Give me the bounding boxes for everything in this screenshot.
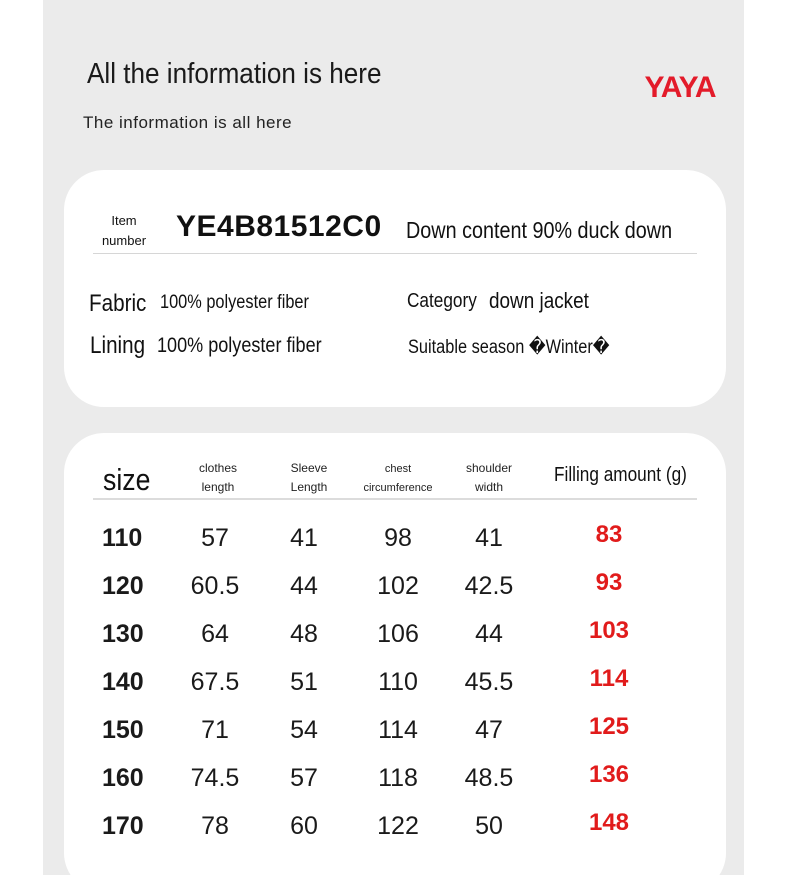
category-label-text: Category bbox=[407, 290, 477, 312]
cell-fill: 125 bbox=[588, 713, 630, 740]
header-sleeve-length bbox=[279, 459, 339, 497]
cell-length: 67.5 bbox=[190, 668, 240, 696]
cell-length: 60.5 bbox=[190, 572, 240, 600]
table-row bbox=[0, 521, 790, 572]
season bbox=[408, 336, 642, 359]
lining-label bbox=[90, 332, 154, 360]
cell-fill: 93 bbox=[595, 569, 623, 596]
cell-size: 110 bbox=[102, 524, 143, 552]
cell-fill: 114 bbox=[589, 665, 629, 692]
table-row bbox=[0, 761, 790, 812]
header-shoulder-line2: width bbox=[474, 480, 503, 494]
cell-size: 120 bbox=[102, 572, 144, 600]
item-number-label: Item number bbox=[101, 213, 147, 248]
cell-size: 130 bbox=[102, 620, 144, 648]
lining-value-text: 100% polyester fiber bbox=[157, 334, 322, 357]
logo-text: YAYA bbox=[644, 71, 716, 104]
header-size-text: size bbox=[103, 462, 151, 497]
header-sleeve-length-line2: Length bbox=[290, 480, 328, 494]
cell-length: 64 bbox=[201, 620, 229, 648]
page-subtitle: The information is all here bbox=[83, 113, 293, 132]
cell-sleeve: 41 bbox=[290, 524, 318, 552]
cell-size: 160 bbox=[102, 764, 144, 792]
table-divider bbox=[93, 498, 697, 500]
header-sleeve-length-line1: Sleeve bbox=[290, 461, 328, 475]
header-clothes-length bbox=[188, 459, 248, 497]
fabric-label-text: Fabric bbox=[89, 290, 147, 317]
cell-length: 57 bbox=[201, 524, 229, 552]
page-title: All the information is here bbox=[87, 58, 382, 90]
fabric-label bbox=[89, 290, 156, 318]
header-filling bbox=[554, 464, 709, 487]
cell-shoulder: 48.5 bbox=[464, 764, 514, 792]
cell-sleeve: 48 bbox=[290, 620, 318, 648]
header-chest bbox=[358, 460, 438, 498]
category-label bbox=[407, 290, 488, 313]
header-chest-line1: chest bbox=[384, 463, 412, 475]
table-row bbox=[0, 713, 790, 764]
cell-sleeve: 44 bbox=[290, 572, 318, 600]
cell-chest: 118 bbox=[378, 764, 418, 792]
cell-sleeve: 51 bbox=[290, 668, 318, 696]
category-value bbox=[489, 288, 605, 314]
cell-sleeve: 54 bbox=[290, 716, 318, 744]
cell-shoulder: 45.5 bbox=[464, 668, 514, 696]
table-row bbox=[0, 617, 790, 668]
header-clothes-length-line2: length bbox=[201, 480, 235, 494]
info-divider bbox=[93, 253, 697, 254]
cell-chest: 106 bbox=[377, 620, 419, 648]
header-size bbox=[103, 462, 158, 498]
fabric-value-text: 100% polyester fiber bbox=[160, 292, 309, 313]
category-value-text: down jacket bbox=[489, 288, 589, 313]
cell-size: 170 bbox=[102, 812, 144, 840]
table-row bbox=[0, 809, 790, 860]
cell-chest: 98 bbox=[384, 524, 412, 552]
cell-chest: 122 bbox=[377, 812, 419, 840]
cell-length: 74.5 bbox=[190, 764, 240, 792]
cell-length: 78 bbox=[201, 812, 229, 840]
cell-sleeve: 60 bbox=[290, 812, 318, 840]
product-info-card bbox=[64, 170, 726, 407]
cell-shoulder: 41 bbox=[475, 524, 503, 552]
cell-fill: 148 bbox=[588, 809, 630, 836]
cell-length: 71 bbox=[201, 716, 229, 744]
table-row bbox=[0, 665, 790, 716]
yaya-logo bbox=[640, 66, 720, 106]
cell-size: 150 bbox=[102, 716, 144, 744]
header-shoulder-line1: shoulder bbox=[465, 461, 513, 475]
lining-value bbox=[157, 334, 348, 358]
down-content-text: Down content 90% duck down bbox=[406, 217, 673, 243]
fabric-value bbox=[160, 292, 333, 314]
cell-shoulder: 42.5 bbox=[464, 572, 514, 600]
cell-sleeve: 57 bbox=[290, 764, 318, 792]
cell-chest: 102 bbox=[377, 572, 419, 600]
cell-chest: 114 bbox=[378, 716, 418, 744]
header-clothes-length-line1: clothes bbox=[198, 461, 238, 475]
cell-shoulder: 44 bbox=[475, 620, 503, 648]
cell-shoulder: 47 bbox=[475, 716, 503, 744]
cell-shoulder: 50 bbox=[475, 812, 503, 840]
header-shoulder bbox=[456, 459, 522, 497]
cell-fill: 103 bbox=[588, 617, 630, 644]
cell-fill: 83 bbox=[595, 521, 623, 548]
down-content bbox=[406, 217, 715, 244]
cell-fill: 136 bbox=[588, 761, 630, 788]
header-chest-line2: circumference bbox=[363, 482, 433, 494]
season-text: Suitable season �Winter� bbox=[408, 337, 610, 358]
item-number-value: YE4B81512C0 bbox=[176, 210, 382, 243]
cell-chest: 110 bbox=[378, 668, 418, 696]
lining-label-text: Lining bbox=[90, 332, 146, 359]
header-filling-text: Filling amount (g) bbox=[554, 464, 687, 486]
cell-size: 140 bbox=[102, 668, 144, 696]
table-row bbox=[0, 569, 790, 620]
